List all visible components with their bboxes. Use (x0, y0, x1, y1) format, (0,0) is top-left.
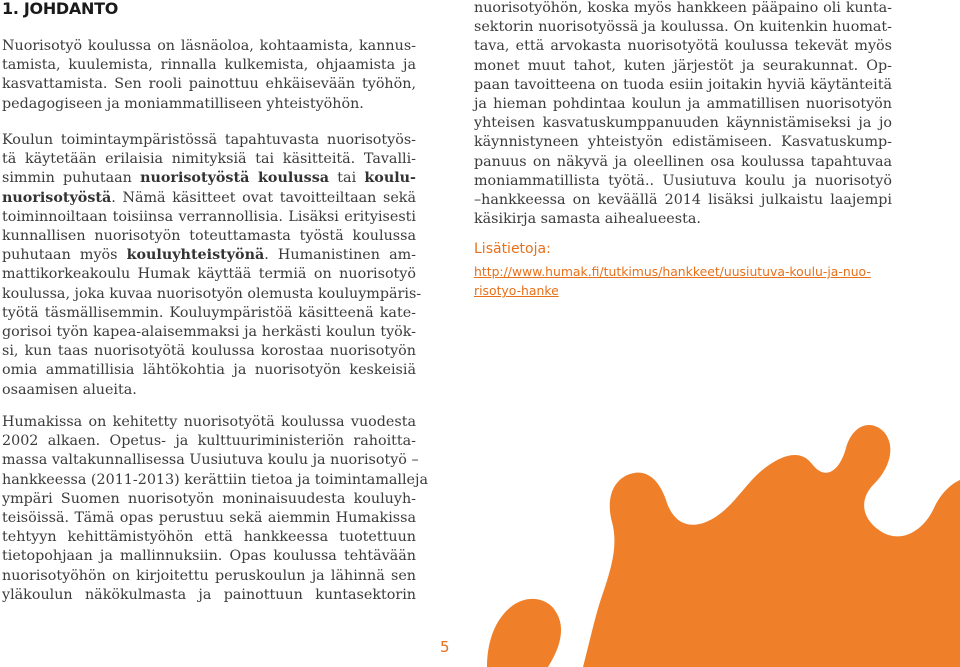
text-line: teisöissä. Tämä opas perustuu sekä aiemmin Humakissa (2, 510, 416, 527)
section-heading: 1. JOHDANTO (2, 0, 118, 18)
more-info-label: Lisätietoja: (474, 241, 551, 257)
text-line: osaamisen alueita. (2, 381, 137, 398)
text-line: Koulun toimintaympäristössä tapahtuvasta nuorisotyös- (2, 132, 416, 148)
orange-shape-small (487, 599, 561, 667)
text-line: tava, että arvokasta nuorisotyötä koulussa tekevät myös (474, 38, 892, 55)
orange-shape-large (583, 425, 960, 667)
text-line: –hankkeessa on keväällä 2014 lisäksi julkaistu laajempi (474, 192, 892, 209)
text-run: puhutaan myös (2, 247, 127, 264)
text-line (2, 169, 416, 188)
text-line: nuorisotyöhön, koska myös hankkeen pääpaino oli kunta- (474, 0, 892, 16)
text-line: moniammatillista työtä.. Uusiutuva koulu ja nuorisotyö (474, 172, 892, 189)
text-line: käynnistyneen yhteistyön edistämiseen. Kasvatuskump- (474, 134, 892, 151)
term-bold: kouluyhteistyönä (126, 247, 265, 264)
text-line: käsikirja samasta aihealueesta. (474, 211, 701, 228)
text-line: kunnallisen nuorisotyön toteuttamasta työstä koulussa (2, 228, 416, 245)
text-line: yhteisen kasvatuskumppanuuden käynnistämiseksi ja jo (474, 115, 892, 132)
text-line: gorisoi työn kapea-alaisemmaksi ja herkästi koulun työk- (2, 324, 416, 341)
text-line: Nuorisotyö koulussa on läsnäoloa, kohtaamista, kannus- (2, 38, 416, 54)
text-line: panuus on näkyvä ja oleellinen osa koulussa tapahtuvaa (474, 153, 892, 170)
more-info-block (474, 240, 892, 300)
text-run: . Nämä käsitteet ovat tavoitteiltaan sekä (111, 189, 416, 206)
text-line: tietopohjaan ja mallinnuksiin. Opas koulussa tehtävään (2, 548, 416, 565)
text-line: toiminnoiltaan toisiinsa verrannollisia. Lisäksi erityisesti (2, 208, 416, 225)
left-column (2, 37, 416, 114)
text-line: yläkoulun näkökulmasta ja painottuun kuntasektorin (2, 586, 416, 603)
text-line: tä käytetään erilaisia nimityksiä tai käsitteitä. Tavalli- (2, 151, 416, 168)
text-line: si, kun taas nuorisotyötä koulussa korostaa nuorisotyön (2, 343, 416, 360)
text-line: tamista, kuulemista, rinnalla kulkemista, ohjaamista ja (2, 57, 416, 74)
text-line: paan tavoitteena on tuoda esiin joitakin hyviä käytänteitä (474, 76, 892, 93)
text-run: . Humanistinen am- (264, 247, 416, 264)
text-line: monet muut tahot, kuten järjestöt ja seurakunnat. Op- (474, 57, 892, 74)
text-line: Humakissa on kehitetty nuorisotyötä koulussa vuodesta (2, 414, 416, 430)
text-line: omia ammatillisia lähtökohtia ja nuorisotyön keskeisiä (2, 362, 416, 379)
terms-paragraph (2, 131, 422, 400)
text-line: pedagogiseen ja moniammatilliseen yhteistyöhön. (2, 95, 364, 112)
right-column (474, 0, 892, 229)
term-bold: koulu- (364, 170, 416, 187)
text-line: massa valtakunnallisessa Uusiutuva koulu ja nuorisotyö – (2, 452, 419, 469)
text-line: koulussa, joka kuvaa nuorisotyön olemusta kouluympäris- (2, 285, 422, 302)
text-line: ympäri Suomen nuorisotyön moninaisuudesta kouluyh- (2, 490, 416, 507)
text-line: nuorisotyöhön on kirjoitettu peruskoulun ja lähinnä sen (2, 567, 416, 584)
intro-paragraph (2, 37, 416, 114)
link-line[interactable]: http://www.humak.fi/tutkimus/hankkeet/uusiutuva-koulu-ja-nuo- (474, 264, 871, 280)
term-bold: nuorisotyöstä koulussa (140, 170, 330, 187)
link-line[interactable]: risotyo-hanke (474, 283, 559, 299)
text-line (2, 189, 416, 208)
text-line: hankkeessa (2011-2013) kerättiin tietoa ja toimintamalleja (2, 471, 428, 488)
text-line: työtä täsmällisemmin. Kouluympäristöä käsitteenä kate- (2, 304, 416, 321)
text-run: simmin puhutaan (2, 170, 141, 187)
page-number: 5 (440, 638, 450, 656)
text-line: tehtyyn kehittämistyöhön että hankkeessa tuotettuun (2, 529, 416, 546)
text-line: kasvattamista. Sen rooli painottuu ehkäisevään työhön, (2, 76, 416, 93)
text-run: tai (329, 170, 365, 187)
humak-project-link[interactable] (474, 262, 892, 300)
text-line: 2002 alkaen. Opetus- ja kulttuuriministeriön rahoitta- (2, 433, 416, 450)
text-line: sektorin nuorisotyössä ja koulussa. On kuitenkin huomat- (474, 19, 892, 36)
text-line: ja hieman pohdintaa koulun ja ammatillisen nuorisotyön (474, 96, 892, 113)
humak-paragraph (2, 413, 428, 605)
text-line: mattikorkeakoulu Humak käyttää termiä on nuorisotyö (2, 266, 416, 283)
text-line (2, 246, 416, 265)
term-bold: nuorisotyöstä (2, 189, 112, 206)
